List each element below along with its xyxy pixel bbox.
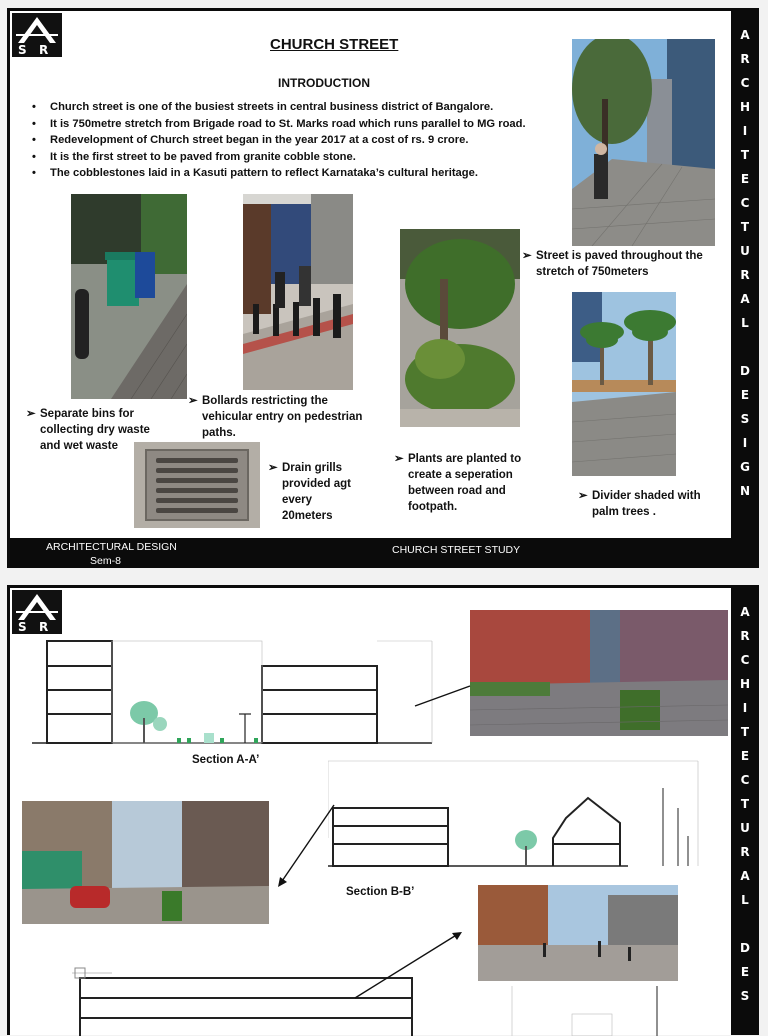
rail-letter: T xyxy=(740,797,750,811)
rail-letter: C xyxy=(740,196,750,210)
rail-letter: I xyxy=(742,701,748,715)
section-a-label: Section A-A’ xyxy=(192,754,260,766)
rail-letter: I xyxy=(742,124,748,138)
footer-topic: CHURCH STREET STUDY xyxy=(392,544,521,556)
arrow-bullet-icon: ➢ xyxy=(522,250,532,262)
slide-canvas xyxy=(10,588,731,1035)
caption-divider: ➢ Divider shaded with palm trees . xyxy=(578,490,701,518)
bullet-item: • It is the first street to be paved from granite cobble stone. xyxy=(28,149,526,166)
rail-letter: U xyxy=(740,244,750,258)
caption-bollards: ➢ Bollards restricting the vehicular entry on pedestrian paths. xyxy=(188,395,363,439)
slide-canvas xyxy=(10,11,731,538)
rail-letter: E xyxy=(740,172,750,186)
page-title: CHURCH STREET xyxy=(270,36,399,53)
svg-text:R: R xyxy=(39,620,49,634)
photo-paved-street xyxy=(572,39,715,246)
caption-plants: ➢ Plants are planted to create a seperation between road and footpath. xyxy=(394,453,522,513)
slide-church-street-intro xyxy=(7,8,759,568)
bullet-item: • Church street is one of the busiest streets in central business district of Bangalore. xyxy=(28,99,526,116)
svg-text:R: R xyxy=(39,43,49,57)
rail-letter: I xyxy=(742,436,748,450)
asr-logo xyxy=(12,13,62,57)
slide-footer xyxy=(10,539,731,568)
intro-bullet-list xyxy=(28,99,526,182)
rail-letter: A xyxy=(740,605,750,619)
photo-plants-separation xyxy=(400,229,520,427)
photo-bollards xyxy=(243,194,353,390)
caption-bins: ➢ Separate bins for collecting dry waste and wet waste xyxy=(26,408,150,452)
arrow-bullet-icon: ➢ xyxy=(26,408,36,420)
rail-letter: N xyxy=(739,484,751,498)
arrow-bullet-icon: ➢ xyxy=(188,395,198,407)
rail-letter: R xyxy=(740,845,750,859)
footer-course: ARCHITECTURAL DESIGN xyxy=(46,541,177,553)
rail-letter: C xyxy=(740,76,750,90)
rail-letter: R xyxy=(740,52,750,66)
rail-letter: C xyxy=(740,773,750,787)
connector-arrows xyxy=(10,588,731,1035)
bullet-item: • It is 750metre stretch from Brigade road to St. Marks road which runs parallel to MG road. xyxy=(28,116,526,133)
caption-street: ➢ Street is paved throughout the stretch of 750meters xyxy=(522,250,703,278)
svg-text:S: S xyxy=(18,620,27,634)
rail-letter: E xyxy=(740,749,750,763)
rail-letter: A xyxy=(740,292,750,306)
rail-letter: S xyxy=(740,989,750,1003)
arrow-bullet-icon: ➢ xyxy=(578,490,588,502)
rail-letter: D xyxy=(740,941,750,955)
rail-letter: T xyxy=(740,148,750,162)
slide-sections xyxy=(7,585,759,1035)
rail-letter: G xyxy=(740,460,750,474)
rail-letter: H xyxy=(739,100,751,114)
rail-letter: U xyxy=(740,821,750,835)
photo-palm-divider xyxy=(572,292,676,476)
side-rail-architectural-design xyxy=(731,8,759,568)
bullet-item: • Redevelopment of Church street began in the year 2017 at a cost of rs. 9 crore. xyxy=(28,132,526,149)
rail-letter: D xyxy=(740,364,750,378)
photo-drain-grill xyxy=(134,442,260,528)
rail-letter: E xyxy=(740,388,750,402)
arrow-bullet-icon: ➢ xyxy=(394,453,404,465)
rail-letter: T xyxy=(740,725,750,739)
rail-letter: L xyxy=(741,316,749,330)
rail-letter: R xyxy=(740,629,750,643)
rail-letter: S xyxy=(740,412,750,426)
rail-letter: L xyxy=(741,893,749,907)
bullet-item: • The cobblestones laid in a Kasuti pattern to reflect Karnataka’s cultural heritage. xyxy=(28,165,526,182)
footer-semester: Sem-8 xyxy=(90,555,121,567)
caption-drain: ➢ Drain grills provided agt every 20meters xyxy=(268,462,352,522)
rail-letter: H xyxy=(739,677,751,691)
rail-letter: T xyxy=(740,220,750,234)
side-rail-architectural-design xyxy=(731,585,759,1035)
svg-text:S: S xyxy=(18,43,27,57)
section-b-label: Section B-B’ xyxy=(346,886,415,898)
photo-waste-bins xyxy=(71,194,187,399)
rail-letter: A xyxy=(740,869,750,883)
rail-letter: C xyxy=(740,653,750,667)
rail-letter: A xyxy=(740,28,750,42)
arrow-bullet-icon: ➢ xyxy=(268,462,278,474)
rail-letter: R xyxy=(740,268,750,282)
rail-letter: E xyxy=(740,965,750,979)
section-heading: INTRODUCTION xyxy=(278,76,370,90)
